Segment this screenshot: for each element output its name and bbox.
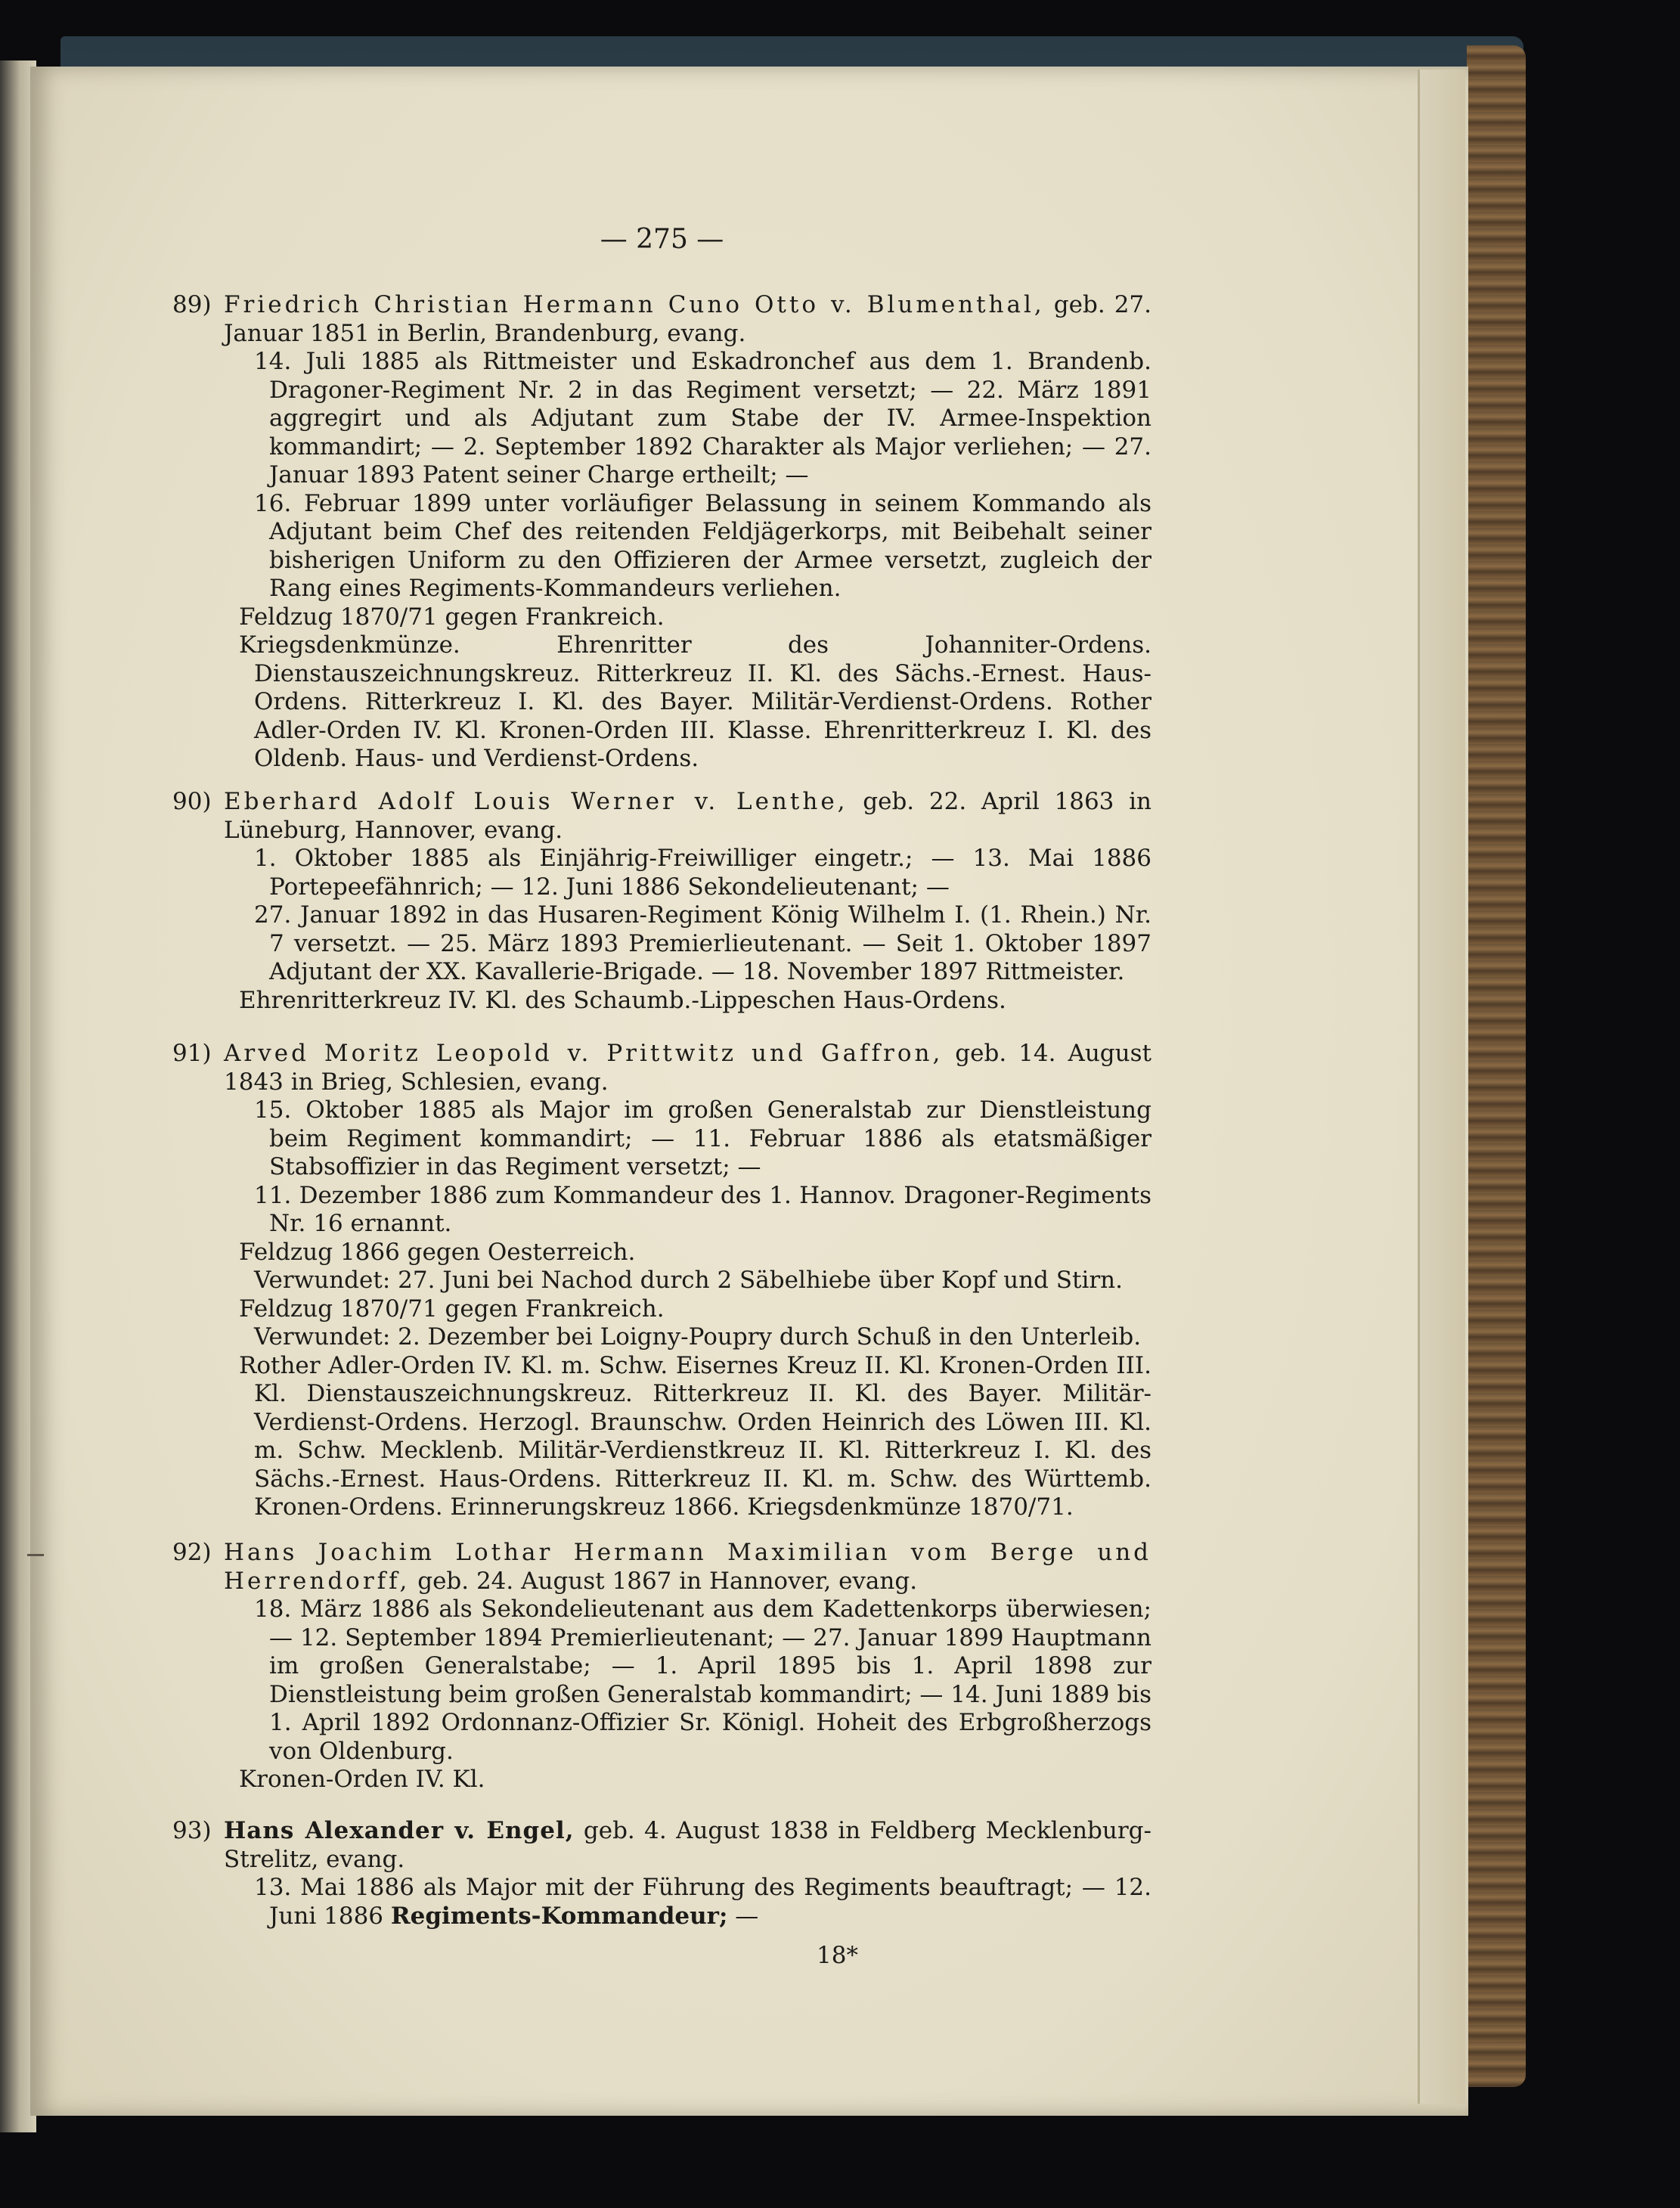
entry-birth: geb. 14. August 1843 in Brieg, Schlesien, evang. (224, 1040, 1152, 1096)
entry-heading (224, 1817, 1152, 1874)
entry-paragraph: Feldzug 1870/71 gegen Frankreich. (239, 603, 665, 631)
entry-birth: geb. 22. April 1863 in Lüneburg, Hannover, evang. (224, 788, 1152, 844)
entry-number: 93) (172, 1817, 212, 1844)
entry-91 (172, 1040, 1152, 1522)
entry-paragraph: 1. Oktober 1885 als Einjährig-Freiwilliger eingetr.; — 13. Mai 1886 Portepeefähnrich; — 12. Juni 1886 Sekondelieutenant; — (254, 845, 1152, 901)
entry-paragraph-end: — (727, 1902, 759, 1930)
entry-number: 89) (172, 291, 212, 318)
entry-name: Eberhard Adolf Louis Werner v. Lenthe, (224, 788, 848, 815)
entry-name: Arved Moritz Leopold v. Prittwitz und Gaffron, (224, 1040, 944, 1067)
entry-name: Hans Alexander v. Engel, (224, 1817, 575, 1844)
entry-paragraph: 16. Februar 1899 unter vorläufiger Belassung in seinem Kommando als Adjutant beim Chef des reitenden Feldjägerkorps, mit Beibehalt seiner bisherigen Uniform zu den Offizieren der Armee versetzt, zugleich der Rang eines Regiments-Kommandeurs verliehen. (254, 489, 1152, 602)
entry-paragraph: 15. Oktober 1885 als Major im großen Generalstab zur Dienstleistung beim Regiment kommandirt; — 11. Februar 1886 als etatsmäßiger Stabsoffizier in das Regiment versetzt; — (254, 1096, 1152, 1180)
entry-paragraph: Verwundet: 2. Dezember bei Loigny-Poupry durch Schuß in den Unterleib. (254, 1323, 1142, 1351)
page-fold (1418, 70, 1465, 2104)
entry-paragraph-text: 13. Mai 1886 als Major mit der Führung des Regiments beauftragt; — 12. Juni 1886 (254, 1874, 1152, 1930)
entry-90 (172, 788, 1152, 1015)
page-number: — 275 — (600, 224, 724, 255)
entry-name: Hans Joachim Lothar Hermann Maximilian vom Berge und Herrendorff, (224, 1539, 1152, 1595)
entry-92 (172, 1539, 1152, 1794)
entry-paragraph: Kriegsdenkmünze. Ehrenritter des Johanniter-Ordens. Dienstauszeichnungskreuz. Ritterkreuz II. Kl. des Sächs.-Ernest. Haus-Ordens. Ritterkreuz I. Kl. des Bayer. Militär-Verdienst-Ordens. Rother Adler-Orden IV. Kl. Kronen-Orden III. Klasse. Ehrenritterkreuz I. Kl. des Oldenb. Haus- und Verdienst-Ordens. (239, 631, 1152, 772)
signature-mark: 18* (817, 1942, 858, 1969)
entry-paragraph: Feldzug 1866 gegen Oesterreich. (239, 1238, 636, 1266)
entry-paragraph: 14. Juli 1885 als Rittmeister und Eskadronchef aus dem 1. Brandenb. Dragoner-Regiment Nr. 2 in das Regiment versetzt; — 22. März 1891 aggregirt und als Adjutant zum Stabe der IV. Armee-Inspektion kommandirt; — 2. September 1892 Charakter als Major verliehen; — 27. Januar 1893 Patent seiner Charge ertheilt; — (254, 348, 1152, 488)
book-cover-edge (1467, 45, 1526, 2087)
entry-heading (224, 291, 1152, 348)
entry-birth: geb. 4. August 1838 in Feldberg Mecklenburg-Strelitz, evang. (224, 1817, 1152, 1873)
entry-89 (172, 291, 1152, 774)
entry-paragraph: Kronen-Orden IV. Kl. (239, 1766, 485, 1793)
entry-paragraph (254, 1874, 1152, 1930)
entry-birth: geb. 24. August 1867 in Hannover, evang. (417, 1567, 918, 1595)
entry-heading (224, 788, 1152, 845)
entry-name: Friedrich Christian Hermann Cuno Otto v. Blumenthal, (224, 291, 1045, 318)
entry-paragraph: Verwundet: 27. Juni bei Nachod durch 2 Säbelhiebe über Kopf und Stirn. (254, 1267, 1123, 1294)
entry-number: 90) (172, 788, 212, 815)
entry-paragraph: Rother Adler-Orden IV. Kl. m. Schw. Eisernes Kreuz II. Kl. Kronen-Orden III. Kl. Dienstauszeichnungskreuz. Ritterkreuz II. Kl. des Bayer. Militär-Verdienst-Ordens. Herzogl. Braunschw. Orden Heinrich des Löwen III. Kl. m. Schw. Mecklenb. Militär-Verdienstkreuz II. Kl. Ritterkreuz I. Kl. des Sächs.-Ernest. Haus-Ordens. Ritterkreuz II. Kl. m. Schw. des Württemb. Kronen-Ordens. Erinnerungskreuz 1866. Kriegsdenkmünze 1870/71. (239, 1351, 1152, 1521)
entry-number: 91) (172, 1040, 212, 1067)
entry-number: 92) (172, 1539, 212, 1566)
entry-paragraph: 18. März 1886 als Sekondelieutenant aus dem Kadettenkorps überwiesen; — 12. September 1894 Premierlieutenant; — 27. Januar 1899 Hauptmann im großen Generalstabe; — 1. April 1895 bis 1. April 1898 zur Dienstleistung beim großen Generalstab kommandirt; — 14. Juni 1889 bis 1. April 1892 Ordonnanz-Offizier Sr. Königl. Hoheit des Erbgroßherzogs von Oldenburg. (254, 1596, 1152, 1765)
entry-paragraph-bold: Regiments-Kommandeur; (390, 1902, 728, 1930)
margin-mark (27, 1554, 44, 1556)
entry-birth: geb. 27. Januar 1851 in Berlin, Brandenburg, evang. (224, 291, 1152, 347)
entry-paragraph: Ehrenritterkreuz IV. Kl. des Schaumb.-Lippeschen Haus-Ordens. (239, 986, 1006, 1014)
entry-93 (172, 1817, 1152, 1930)
entry-heading (224, 1539, 1152, 1596)
entry-paragraph: 11. Dezember 1886 zum Kommandeur des 1. Hannov. Dragoner-Regiments Nr. 16 ernannt. (254, 1181, 1152, 1237)
entry-paragraph: 27. Januar 1892 in das Husaren-Regiment König Wilhelm I. (1. Rhein.) Nr. 7 versetzt. — 25. März 1893 Premierlieutenant. — Seit 1. Oktober 1897 Adjutant der XX. Kavallerie-Brigade. — 18. November 1897 Rittmeister. (254, 901, 1152, 985)
entry-heading (224, 1040, 1152, 1096)
entry-paragraph: Feldzug 1870/71 gegen Frankreich. (239, 1295, 665, 1323)
